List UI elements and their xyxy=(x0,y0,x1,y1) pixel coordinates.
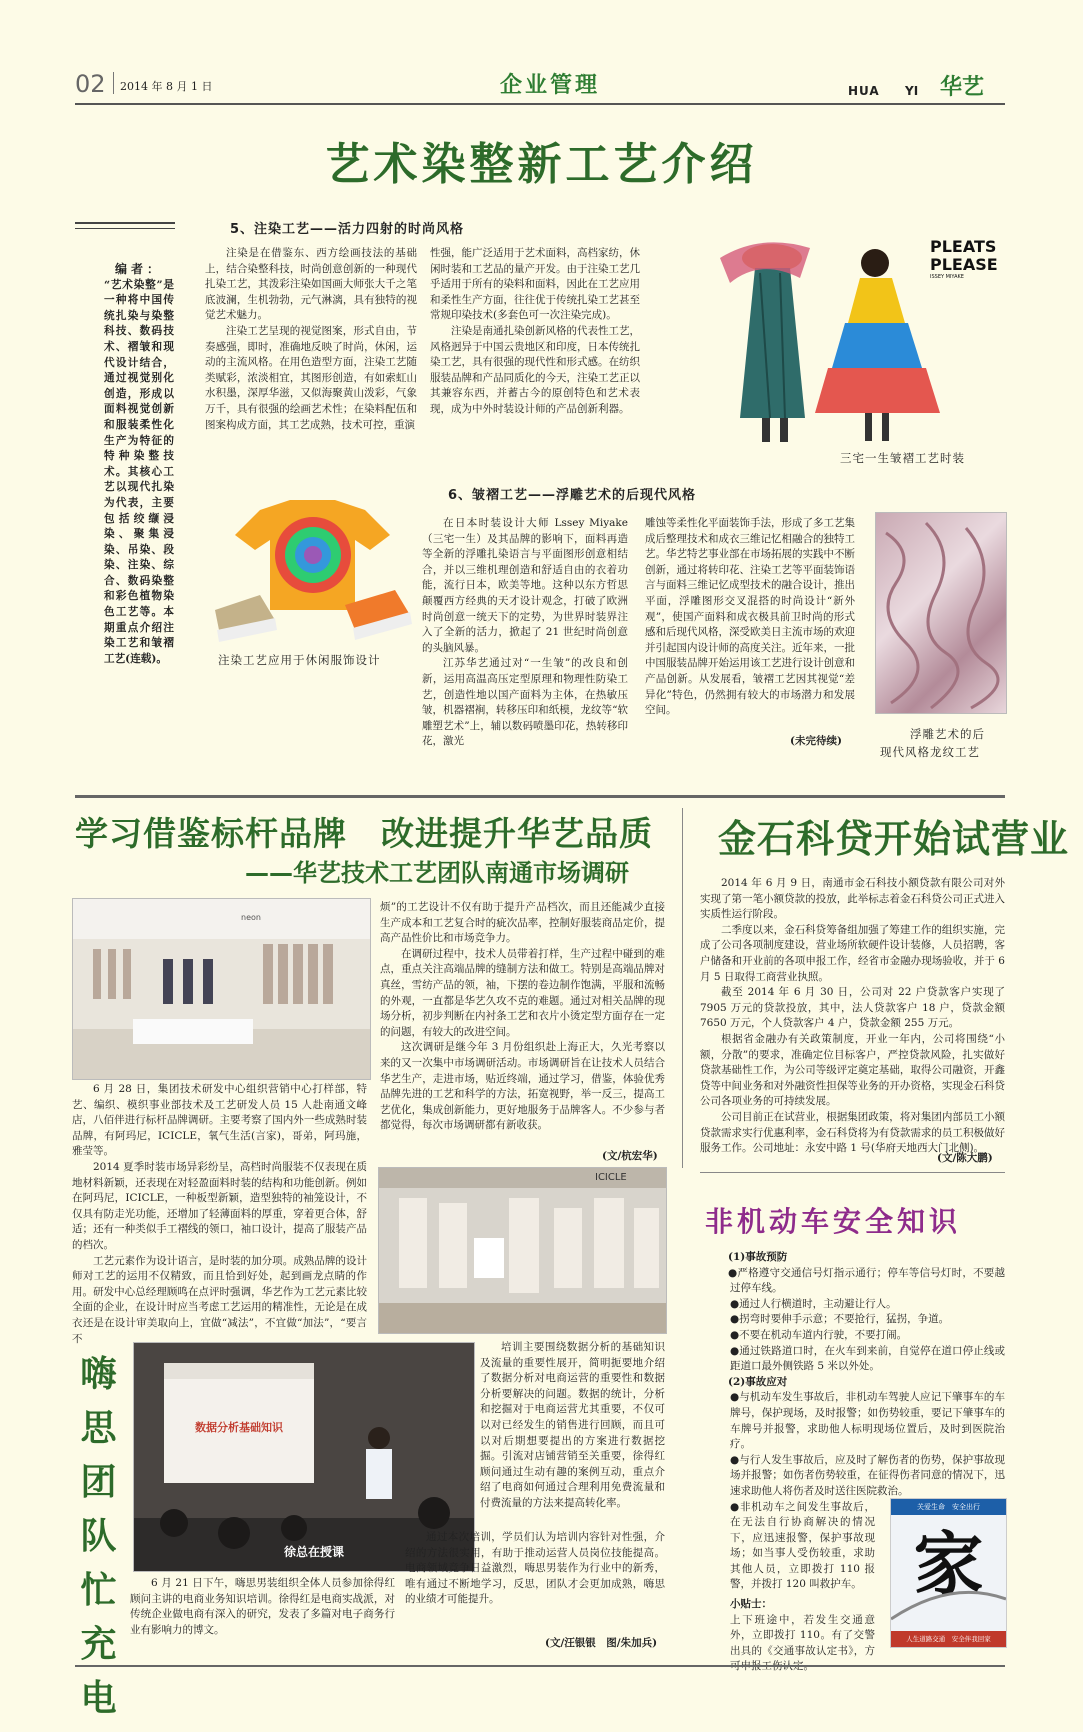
store-photo-1 xyxy=(72,898,371,1080)
section-5-heading: 5、注染工艺——活力四射的时尚风格 xyxy=(230,222,465,237)
editor-rule-top xyxy=(75,222,175,224)
article1-title: 艺术染整新工艺介绍 xyxy=(325,139,758,190)
article2-col2 xyxy=(380,900,665,1134)
header-rule xyxy=(75,103,1005,105)
store-illustration-1 xyxy=(73,899,370,1079)
article2-p6: 这次调研是继今年 3 月份组织赴上海正大，久光考察以来的又一次集中市场调研活动。市场调研旨在让技术人员结合华艺生产，走进市场，贴近终端，通过学习，借鉴，体验优秀品牌先进的工艺和科学的方法，拓宽视野，举一反三，提高工艺优化，集成创新能力，更好地服务于品牌客人。不少参与者都觉得，每次市场调研都有新收获。 xyxy=(380,1041,665,1132)
issue-date: 2014 年 8 月 1 日 xyxy=(120,80,213,93)
editor-note xyxy=(104,262,174,667)
article2-subtitle: ——华艺技术工艺团队南通市场调研 xyxy=(245,859,629,887)
section-6-p3: 雕蚀等柔性化平面装饰手法，形成了多工艺集成后整理技术和成衣三维记忆相融合的独特工艺。华艺特艺事业部在市场拓展的实践中不断创新，通过将转印花、注染工艺等平面装饰语言与面料三维记忆成型技术的融合设计，推出平面，浮雕图形交叉混搭的时尚设计“新外观”，使国产面料和成衣极具前卫时尚的形式感和后现代风格，深受欧美日主流市场的欢迎并引起国内设计师的高度关注。近年来，一批中国服装品牌开始运用该工艺进行设计创意和产品创新。从发展看，皱褶工艺因其视觉“差异化”特色，仍然拥有较大的市场潜力和发展空间。 xyxy=(645,517,855,717)
article5-p3: 通过本次培训，学员们认为培训内容针对性强，介绍的方法很实用，有助于推动运营人员岗位技能提高。电商领域竞争日益激烈，嗨思男装作为行业中的新秀，唯有通过不断地学习，反思，团队才会更加成熟，嗨思的业绩才可能提升。 xyxy=(405,1531,665,1606)
article3-byline: (文/陈大鹏) xyxy=(937,1152,993,1164)
article4-title: 非机动车安全知识 xyxy=(705,1205,962,1238)
poster-road xyxy=(891,1569,1006,1629)
tiedye-caption: 注染工艺应用于休闲服饰设计 xyxy=(218,653,381,667)
footer-rule xyxy=(75,1665,1005,1667)
article5-col2b xyxy=(405,1530,665,1608)
article3-p3: 截至 2014 年 6 月 30 日，公司对 22 户贷款客户实现了 7905 万元的贷款投放，其中，法人贷款客户 18 户，贷款金额 7650 万元，个人贷款客户 4 户，贷款金额 255 万元。 xyxy=(700,986,1005,1030)
article4-l3: ●拐弯时要伸手示意；不要抢行，猛拐，争道。 xyxy=(730,1313,950,1326)
article5-col1 xyxy=(130,1576,395,1638)
article2-col1 xyxy=(72,1082,367,1347)
brand-logo: 华艺 xyxy=(940,75,985,100)
to-be-continued: (未完待续) xyxy=(790,735,842,747)
article4-l7: ●与行人发生事故后，应及时了解伤者的伤势，保护事故现场并报警；如伤者伤势较重，在征得伤者同意的情况下，迅速求助他人将伤者及时送往医院救治。 xyxy=(730,1453,1005,1497)
pleats-photo xyxy=(700,228,1010,448)
relief-caption-1: 浮雕艺术的后 xyxy=(910,727,985,741)
section-5-p1: 注染是在借鉴东、西方绘画技法的基础上，结合染整科技，时尚创意创新的一种现代扎染工艺，其泼彩注染如国画大师张大千之笔底波澜，生机勃勃，元气淋漓，具有独特的视觉艺术魅力。 xyxy=(205,247,417,322)
store-sign-2: ICICLE xyxy=(595,1172,627,1183)
article4-l6: ●与机动车发生事故后，非机动车驾驶人应记下肇事车的车牌号，保护现场，及时报警；如伤势较重，要记下肇事车的车牌号并报警，求助他人标明现场位置后，及时到医院治疗。 xyxy=(730,1391,1005,1451)
article3-p4: 根据省金融办有关政策制度，开业一年内，公司将围绕“小额，分散”的要求，准确定位目标客户，严控贷款风险，扎实做好贷款基础性工作，为公司等级评定奠定基础，取得公司融资，开鑫贷等中间业务和对外融资性担保等业务的开办资格，实现金石科贷公司各项业务的可持续发展。 xyxy=(700,1032,1005,1108)
article4-h2: (2)事故应对 xyxy=(728,1375,788,1388)
article3-p5: 公司目前正在试营业，根据集团政策，将对集团内部员工小额贷款需求实行优惠利率，金石科贷将为有贷款需求的员工积极做好服务工作。公司地址：永安中路 1 号(华府天地西大门北侧)。 xyxy=(700,1110,1005,1155)
section-5-p2: 注染工艺呈现的视觉图案，形式自由，节奏感强，即时，准确地反映了时尚，休闲，运动的主流风格。在用色造型方面，注染工艺随类赋彩，浓淡相宜，其图形创造，有如索虹山水积墨，深厚华滋，又似海聚黄山泼彩，气象万千，具有很强的绘画艺术性；在染料配伍和图案构成方面，其工艺成熟，技术可控，重演 xyxy=(205,324,417,431)
pleats-caption: 三宅一生皱褶工艺时装 xyxy=(840,451,965,465)
section-6-p1: 在日本时装设计大师 Lssey Miyake（三宅一生）及其品牌的影响下，面料再造等全新的浮雕扎染语言与平面图形创意相结合，并以三维机理创造和舒适自由的衣着功能，流行日本，欧美等地。这种以东方哲思颠覆西方经典的天才设计观念，打破了欧洲时尚创意一统天下的定势，为世界时装界注入了全新的活力，掀起了 21 世纪时尚创意的头脑风暴。 xyxy=(422,517,628,654)
pleats-logo-line1: PLEATS xyxy=(930,237,997,256)
page-number: 02 xyxy=(75,70,106,98)
editor-label: 编者： xyxy=(114,262,163,276)
section-6-col1 xyxy=(422,516,628,750)
article2-p2: 2014 夏季时装市场异彩纷呈，高档时尚服装不仅表现在质地材料新颖，还表现在对轻盈面料时装的结构和功能创新。例如在阿玛尼，ICICLE，一种板型新颖，造型独特的袖笼设计，不仅具有防走光功能，还增加了轻薄面料的厚重，穿着更合体，舒适；还有一种类似手工褶线的领口，袖口设计，提高了服装产品的档次。 xyxy=(72,1160,367,1251)
pleats-logo-line2: PLEASE xyxy=(930,255,998,274)
training-photo-caption: 徐总在授课 xyxy=(284,1545,345,1559)
editor-note-body: “艺术染整”是一种将中国传统扎染与染整科技、数码技术、褶皱和现代设计结合，通过视觉别化创造，形成以面料视觉创新和服装柔性化生产为特征的特种染整技术。其核心工艺以现代扎染为代表，主要包括绞缬浸染、聚集浸染、吊染、段染、注染、综合、数码染整和彩色植物染色工艺等。本期重点介绍注染工艺和皱褶工艺(连载)。 xyxy=(104,278,174,665)
section-5-col1 xyxy=(205,246,417,433)
pleats-logo-line3: ISSEY MIYAKE xyxy=(930,274,964,280)
store-illustration-2 xyxy=(379,1168,666,1333)
middle-rule xyxy=(75,795,1005,798)
article3-p2: 二季度以来，金石科贷筹备组加强了筹建工作的组织实施，完成了公司各项制度建设，营业场所软硬件设计装修，人员招聘，客户储备和开业前的各项申报工作，经省市金融办现场验收，并于 6 月 5 日取得工商营业执照。 xyxy=(700,923,1005,983)
article4-l2: ●通过人行横道时，主动避让行人。 xyxy=(730,1297,897,1310)
article5-vertical-title: 嗨思团队忙充电 xyxy=(80,1354,117,1719)
brand-en-hua: HUA xyxy=(848,84,880,98)
article2-p4: 烦”的工艺设计不仅有助于提升产品档次，而且还能减少直接生产成本和工艺复合时的疵次品率，控制好服装商品定价，提高产品性价比和市场竞争力。 xyxy=(380,901,665,945)
column-divider xyxy=(682,808,683,1168)
section-6-col2 xyxy=(645,516,855,719)
article2-title: 学习借鉴标杆品牌 改进提升华艺品质 xyxy=(75,814,653,853)
article4-l4: ●不要在机动车道内行驶，不要打闹。 xyxy=(730,1328,908,1341)
article2-p1: 6 月 28 日，集团技术研发中心组织营销中心打样部，特艺、编织、模织事业部技术及工艺研发人员 15 人赴南通文峰店，八佰伴进行标杆品牌调研。主要考察了国内外一些成熟时装品牌，有阿玛尼，ICICLE，氧气生活(言家)，哥弟，阿玛施，雅莹等。 xyxy=(72,1083,367,1158)
article5-col2a xyxy=(480,1340,665,1512)
section-5-col2 xyxy=(430,246,640,418)
poster-character: 家 xyxy=(913,1523,984,1606)
store-sign-1: neon xyxy=(241,913,261,922)
relief-caption-2: 现代风格龙纹工艺 xyxy=(880,745,980,759)
article4-l5: ●通过铁路道口时，在火车到来前，自觉停在道口停止线或距道口最外侧铁路 5 米以外处。 xyxy=(730,1344,1005,1373)
article3-rule xyxy=(700,1172,1005,1173)
section-5-p3: 性强，能广泛适用于艺术面料，高档家纺，休闲时装和工艺品的量产开发。由于注染工艺几乎适用于所有的染料和面料，因此在工艺应用和柔性生产方面，往往优于传统扎染工艺甚至常规印染技术(多套色可一次注染完成)。 xyxy=(430,247,640,322)
article5-p2: 培训主要围绕数据分析的基础知识及流量的重要性展开，简明扼要地介绍了数据分析对电商运营的重要性和数据分析要解决的问题。数据的统计，分析和挖掘对于电商运营尤其重要，不仅可以对已经发生的销售进行回顾，而且可以对后期想要提出的方案进行数据挖掘。引流对店铺营销至关重要，徐得红顾问通过生动有趣的案例互动，重点介绍了电商如何通过合理利用免费流量和付费流量的方法来提高转化率。 xyxy=(480,1341,665,1509)
slide-title: 数据分析基础知识 xyxy=(195,1421,283,1434)
tiedye-illustration xyxy=(205,490,420,645)
poster-top: 关爱生命 安全出行 xyxy=(891,1499,1006,1515)
article2-byline: (文/杭宏华) xyxy=(602,1150,658,1162)
article3-p1: 2014 年 6 月 9 日，南通市金石科技小额贷款有限公司对外实现了第一笔小额贷款的投放，此举标志着金石科贷公司正式进入实质性运行阶段。 xyxy=(700,877,1005,921)
tiedye-photo xyxy=(205,490,420,645)
article2-p5: 在调研过程中，技术人员带着打样，生产过程中碰到的难点，重点关注高端品牌的缝制方法和做工。特别是高端品牌对真丝，雪纺产品的领，袖，下摆的卷边制作饱满，平服和流畅的外观，一直都是华艺久攻不克的难题。通过对相关品牌的现场分析，初步判断在内衬条工艺和衣片小烫定型方面存在一定的问题，有较大的改进空间。 xyxy=(380,947,665,1038)
article5-p1: 6 月 21 日下午，嗨思男装组织全体人员参加徐得红顾问主讲的电商业务知识培训。徐得红是电商实战派，对传统企业做电商有深入的研究，发表了多篇对电子商务行业有影响力的博文。 xyxy=(130,1577,395,1636)
article4-l1: ●严格遵守交通信号灯指示通行；停车等信号灯时，不要越过停车线。 xyxy=(728,1266,1005,1295)
header-divider xyxy=(113,72,114,94)
article3-title: 金石科贷开始试营业 xyxy=(718,817,1070,861)
article4-tip-label: 小贴士： xyxy=(730,1598,772,1611)
store-photo-2 xyxy=(378,1167,667,1334)
article3-body xyxy=(700,876,1005,1157)
poster-bottom: 人生道路交通 安全伴我回家 xyxy=(891,1631,1006,1647)
relief-texture xyxy=(876,513,1006,713)
section-title: 企业管理 xyxy=(500,73,601,98)
brand-en-yi: YI xyxy=(905,84,919,98)
article4-l8: ●非机动车之间发生事故后，在无法自行协商解决的情况下，应迅速报警，保护事故现场；如当事人受伤较重，求助其他人员，立即拨打 110 报警，并拨打 120 叫救护车。 xyxy=(730,1500,875,1591)
relief-photo xyxy=(875,512,1007,714)
article4-h1: (1)事故预防 xyxy=(728,1251,788,1263)
section-5-p4: 注染是南通扎染创新风格的代表性工艺，风格迥异于中国云贵地区和印度，日本传统扎染工艺，具有很强的现代性和形式感。在纺织服装品牌和产品同质化的今天，注染工艺正以其兼容东西，并蓄古今的原创特色和艺术表现，成为中外时装设计师的产品创新利器。 xyxy=(430,324,640,415)
article2-p3: 工艺元素作为设计语言，是时装的加分项。成熟品牌的设计师对工艺的运用不仅精致，而且恰到好处，起到画龙点睛的作用。研发中心总经理顾鸣在点评时强调，华艺作为工艺元素比较全面的企业，在设计时应当考虑工艺运用的精准性，无论是在成衣还是在设计审美取向上，宜做“减法”，不宜做“加法”，“要言不 xyxy=(72,1254,367,1345)
pleats-logo xyxy=(930,238,998,281)
editor-rule-top2 xyxy=(75,228,175,229)
safety-poster xyxy=(890,1498,1007,1648)
section-6-p2: 江苏华艺通过对“一生皱”的改良和创新，运用高温高压定型原理和物理性防染工艺，创造性地以国产面料为主体，在热敏压皱，机器褶裥，转移压印和纸模，龙纹等“软雕塑艺术”上，辅以数码喷墨印花，热转移印花，激光 xyxy=(422,657,628,748)
article5-byline: (文/汪银银 图/朱加兵) xyxy=(545,1637,658,1649)
article4-tip: 上下班途中，若发生交通意外，立即拨打 110。有了交警出具的《交通事故认定书》，方可申报工伤认定。 xyxy=(730,1613,875,1673)
section-6-heading: 6、皱褶工艺——浮雕艺术的后现代风格 xyxy=(448,488,697,503)
